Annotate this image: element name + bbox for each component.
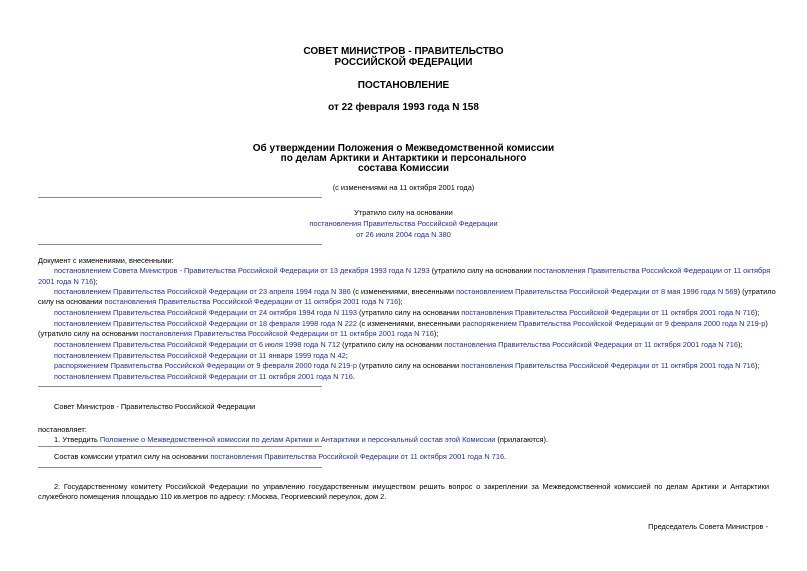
amendment-row-1	[54, 266, 770, 276]
amendment-text: );	[754, 361, 760, 370]
amendment-link[interactable]: постановлением Правительства Российской Федерации от 24 октября 1994 года N 1193	[54, 308, 357, 317]
amendment-row-4-cont	[38, 329, 438, 339]
divider	[38, 197, 322, 198]
divider	[38, 467, 322, 468]
amendment-text: (утратило силу на основании	[357, 308, 462, 317]
amendment-row-2	[54, 287, 776, 297]
amendment-text: (утратило силу на основании	[429, 266, 534, 275]
amendment-text: ;	[345, 351, 348, 360]
amendment-row-3	[54, 308, 759, 318]
amendment-link[interactable]: распоряжением Правительства Российской Федерации от 9 февраля 2000 года N 219-р	[54, 361, 357, 370]
amendment-text: .	[352, 372, 355, 381]
amendment-link[interactable]: постановления Правительства Российской Федерации от 11 октября 2001 года N 716	[444, 340, 738, 349]
amendment-text: (утратило силу на основании	[340, 340, 445, 349]
amendment-link[interactable]: распоряжением Правительства Российской Федерации от 9 февраля 2000 года N 219-р	[462, 319, 766, 328]
document-title-line3: состава Комиссии	[358, 163, 449, 174]
amendment-row-1-cont	[38, 277, 98, 287]
amendment-text: )	[765, 319, 768, 328]
paragraph-text: 1. Утвердить	[54, 435, 100, 444]
composition-note	[54, 452, 506, 462]
amendment-text: );	[398, 297, 403, 306]
council-name: Совет Министров - Правительство Российской Федерации	[54, 402, 256, 411]
amendment-link[interactable]: постановлением Правительства Российской Федерации от 23 апреля 1994 года N 386	[54, 287, 351, 296]
paragraph-2: 2. Государственному комитету Российской Федерации по управлению государственным имуществом решить вопрос о закреплении за Межведомственной комиссией по делам Арктики и Антарктики служебного помещения площадью 110 кв.метров по адресу: г.Москва, Георгиевский переулок, дом 2.	[38, 482, 769, 501]
amendment-text: (с изменениями, внесенными	[350, 287, 457, 296]
amendment-link[interactable]: постановлением Правительства Российской Федерации от 6 июля 1998 года N 712	[54, 340, 341, 349]
lost-force-line: Утратило силу на основании	[354, 208, 453, 217]
document-title-line2: по делам Арктики и Антарктики и персонального	[280, 153, 527, 164]
paragraph-1	[54, 435, 548, 445]
org-name-line2: РОССИЙСКОЙ ФЕДЕРАЦИИ	[334, 57, 473, 68]
amendment-row-5	[54, 340, 743, 350]
note-text: .	[504, 452, 507, 461]
amendment-text: );	[754, 308, 760, 317]
lost-force-link[interactable]: постановления Правительства Российской Федерации	[309, 219, 498, 228]
amendment-row-2-cont	[38, 297, 403, 307]
amendment-link[interactable]: постановлением Правительства Российской Федерации от 11 января 1999 года N 42	[54, 351, 346, 360]
amendment-text: );	[93, 277, 98, 286]
amendment-row-7	[54, 361, 759, 371]
divider	[38, 244, 322, 245]
amendment-text: ) (утратило	[737, 287, 776, 296]
divider	[38, 446, 322, 447]
amendment-link[interactable]: постановлением Правительства Российской Федерации от 18 февраля 1998 года N 222	[54, 319, 358, 328]
amendment-row-6	[54, 351, 348, 361]
amendment-text: (утратило силу на основании	[357, 361, 462, 370]
paragraph-text: (прилагаются).	[495, 435, 549, 444]
amendment-row-8	[54, 372, 355, 382]
note-link[interactable]: постановления Правительства Российской Федерации от 11 октября 2001 года N 716	[210, 452, 505, 461]
amendment-text: (утратило силу на основании	[38, 329, 141, 338]
amendment-row-4	[54, 319, 768, 329]
note-text: Состав комиссии утратил силу на основании	[54, 452, 211, 461]
amendment-link[interactable]: постановления Правительства Российской Федерации от 11 октября 2001 года N 716	[461, 361, 755, 370]
amendment-text: );	[737, 340, 743, 349]
amendment-text: (с изменениями, внесенными	[357, 319, 463, 328]
lost-force-link-date[interactable]: от 26 июля 2004 года N 380	[356, 230, 451, 239]
amendments-intro: Документ с изменениями, внесенными:	[38, 256, 174, 265]
org-name-line1: СОВЕТ МИНИСТРОВ - ПРАВИТЕЛЬСТВО	[303, 46, 504, 57]
amendment-link[interactable]: постановления Правительства Российской Федерации от 11 октября 2001 года N 716	[140, 329, 434, 338]
amendment-text: );	[433, 329, 439, 338]
document-date-number: от 22 февраля 1993 года N 158	[328, 102, 479, 113]
amendment-link[interactable]: постановлением Правительства Российской Федерации от 11 октября 2001 года N 716	[54, 372, 353, 381]
document-title-line1: Об утверждении Положения о Межведомственной комиссии	[252, 143, 555, 154]
signature-line: Председатель Совета Министров -	[648, 522, 768, 531]
amendment-link[interactable]: 2001 года N 716	[38, 277, 94, 286]
amendment-link[interactable]: постановлением Совета Министров - Правительства Российской Федерации от 13 декабря 1993 года N 1293	[54, 266, 430, 275]
amendment-link[interactable]: постановления Правительства Российской Федерации от 11 октября 2001 года N 716	[104, 297, 399, 306]
decrees-label: постановляет:	[38, 425, 87, 434]
amendment-text: силу на основании	[38, 297, 105, 306]
regulation-link[interactable]: Положение о Межведомственной комиссии по делам Арктики и Антарктики и персональный состав этой Комиссии	[99, 435, 496, 444]
changes-note: (с изменениями на 11 октября 2001 года)	[332, 183, 475, 192]
divider	[38, 386, 322, 387]
amendment-link[interactable]: постановления Правительства Российской Федерации от 11 октября	[533, 266, 771, 275]
amendment-link[interactable]: постановления Правительства Российской Федерации от 11 октября 2001 года N 716	[461, 308, 755, 317]
amendment-link[interactable]: постановлением Правительства Российской Федерации от 8 мая 1996 года N 569	[456, 287, 738, 296]
document-type: ПОСТАНОВЛЕНИЕ	[357, 80, 450, 91]
